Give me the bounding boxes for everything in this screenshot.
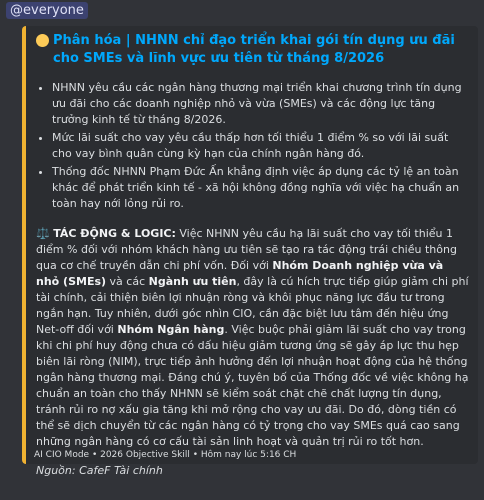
analysis-text: Việc NHNN yêu cầu hạ lãi suất cho vay tối thiểu 1 điểm % đối với nhóm khách hàng ưu tiên sẽ tạo ra tác động trái chiều thông qua cơ chế truyền dẫn chi phí vốn. Đối với bbox=[36, 227, 457, 272]
analysis-bold: Ngành ưu tiên bbox=[148, 275, 237, 288]
analysis-text: . Việc buộc phải giảm lãi suất cho vay trong khi chi phí huy động chưa có dấu hiệu giảm tương ứng sẽ gây áp lực thu hẹp biên lãi ròng (NIM), trực tiếp ảnh hưởng đến lợi nhuận hoạt động của hệ thống ngân hàng thương mại. Đáng chú ý, tuyên bố của Thống đốc về việc không hạ chuẩn an toàn cho thấy NHNN sẽ kiểm soát chặt chẽ chất lượng tín dụng, tránh rủi ro nợ xấu gia tăng khi mở rộng cho vay ưu đãi. Do đó, dòng tiền có thể sẽ dịch chuyển từ các ngân hàng có tỷ trọng cho vay SMEs quá cao sang những ngân hàng có cơ cấu tài sản linh hoạt và quản trị rủi ro tốt hơn. bbox=[36, 323, 469, 448]
impact-analysis bbox=[36, 226, 470, 450]
embed-footer: AI CIO Mode • 2026 Objective Skill • Hôm nay lúc 5:16 CH bbox=[34, 450, 297, 460]
analysis-bold: Nhóm Doanh nghiệp vừa và nhỏ (SMEs) bbox=[36, 259, 444, 288]
balance-scale-icon: ⚖️ bbox=[36, 227, 50, 240]
yellow-circle-icon bbox=[36, 34, 49, 47]
analysis-label: TÁC ĐỘNG & LOGIC: bbox=[53, 227, 176, 240]
list-item: • Mức lãi suất cho vay yêu cầu thấp hơn tối thiểu 1 điểm % so với lãi suất cho vay bình quân cùng kỳ hạn của chính ngân hàng đó. bbox=[52, 130, 470, 162]
analysis-text: , đây là cú hích trực tiếp giúp giảm chi phí tài chính, cải thiện biên lợi nhuận ròng và khôi phục năng lực đầu tư trong ngắn hạn. Tuy nhiên, dưới góc nhìn CIO, cần đặc biệt lưu tâm đến hiệu ứng Net-off đối với bbox=[36, 275, 469, 336]
everyone-mention[interactable]: @everyone bbox=[6, 2, 88, 19]
news-embed bbox=[22, 26, 478, 477]
list-item: • Thống đốc NHNN Phạm Đức Ấn khẳng định việc áp dụng các tỷ lệ an toàn khác để phát triển kinh tế - xã hội không đồng nghĩa với việc hạ chuẩn an toàn hay nới lỏng rủi ro. bbox=[52, 164, 470, 212]
summary-list bbox=[36, 80, 470, 212]
analysis-bold: Nhóm Ngân hàng bbox=[117, 323, 225, 336]
embed-title-text[interactable]: Phân hóa | NHNN chỉ đạo triển khai gói tín dụng ưu đãi cho SMEs và lĩnh vực ưu tiên từ tháng 8/2026 bbox=[53, 33, 455, 66]
source-line: Nguồn: CafeF Tài chính bbox=[36, 464, 163, 477]
list-item: • NHNN yêu cầu các ngân hàng thương mại triển khai chương trình tín dụng ưu đãi cho các doanh nghiệp nhỏ và vừa (SMEs) và các động lực tăng trưởng kinh tế từ tháng 8/2026. bbox=[52, 80, 470, 128]
analysis-text: và các bbox=[106, 275, 149, 288]
embed-title[interactable] bbox=[36, 32, 470, 68]
